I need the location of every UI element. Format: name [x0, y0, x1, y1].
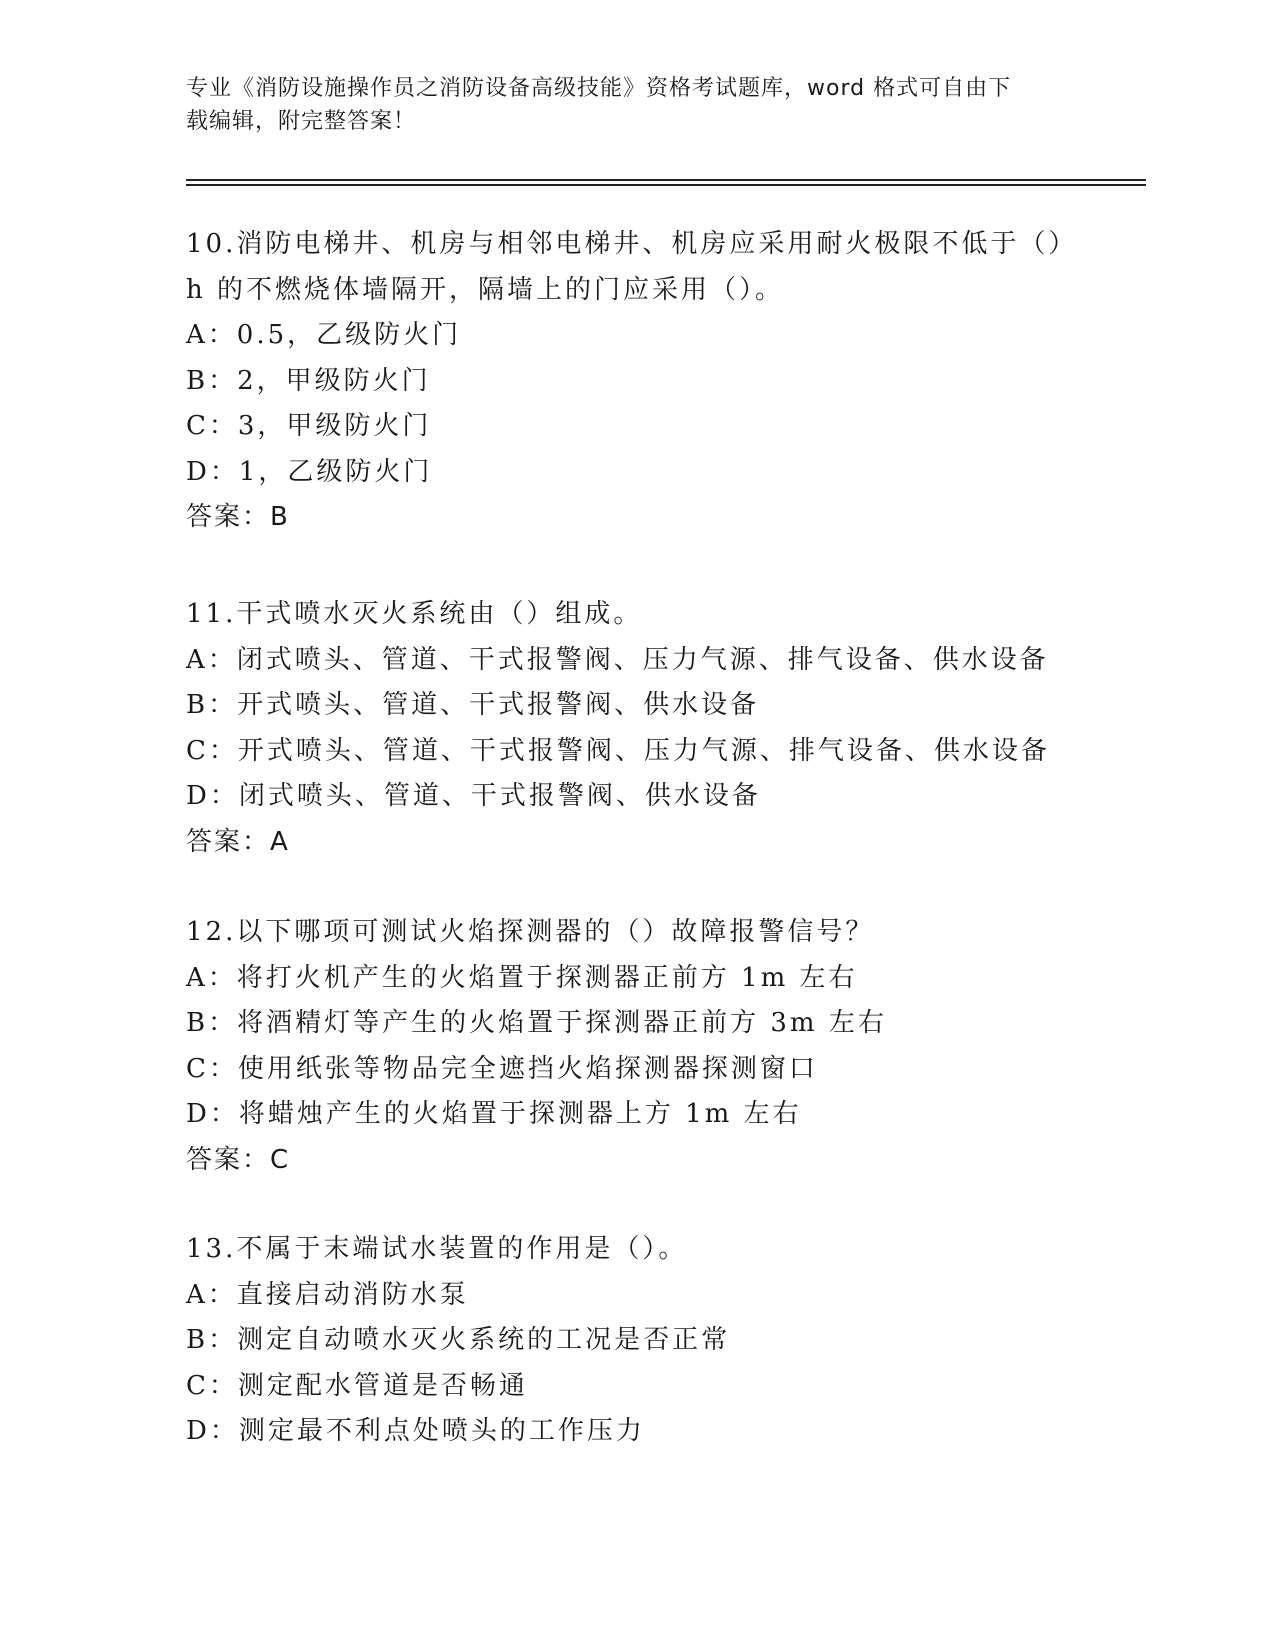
option-b: B：开式喷头、管道、干式报警阀、供水设备: [186, 690, 760, 720]
answer: 答案：C: [186, 1144, 291, 1175]
header-line-2: 载编辑，附完整答案！: [186, 109, 417, 134]
header-divider-top: [186, 179, 1146, 181]
question-12: [186, 910, 1086, 1183]
question-10: [186, 222, 1086, 541]
option-b: B：测定自动喷水灭火系统的工况是否正常: [186, 1325, 731, 1355]
header-line-1: 专业《消防设施操作员之消防设备高级技能》资格考试题库，word 格式可自由下: [186, 76, 1012, 101]
option-d: D：1，乙级防火门: [186, 456, 433, 487]
option-c: C：测定配水管道是否畅通: [186, 1370, 528, 1401]
answer: 答案：A: [186, 826, 290, 857]
option-d: D：将蜡烛产生的火焰置于探测器上方 1m 左右: [186, 1099, 802, 1129]
option-a: A：0.5，乙级防火门: [186, 320, 462, 350]
option-b: B：2，甲级防火门: [186, 365, 431, 396]
option-d: D：闭式喷头、管道、干式报警阀、供水设备: [186, 781, 761, 811]
option-d: D：测定最不利点处喷头的工作压力: [186, 1416, 645, 1446]
header-divider-bottom: [186, 184, 1146, 186]
answer: 答案：B: [186, 502, 290, 532]
question-stem: 13.不属于末端试水装置的作用是（）。: [186, 1234, 688, 1264]
question-stem: 11.干式喷水灭火系统由（）组成。: [186, 599, 643, 629]
option-c: C：3，甲级防火门: [186, 411, 432, 441]
document-header: [186, 72, 1086, 138]
question-stem: 12.以下哪项可测试火焰探测器的（）故障报警信号？: [186, 917, 875, 947]
option-c: C：使用纸张等物品完全遮挡火焰探测器探测窗口: [186, 1053, 818, 1084]
option-c: C：开式喷头、管道、干式报警阀、压力气源、排气设备、供水设备: [186, 735, 1050, 766]
question-stem-continued: h 的不燃烧体墙隔开，隔墙上的门应采用（）。: [186, 274, 785, 305]
question-13: [186, 1227, 1086, 1455]
question-11: [186, 592, 1086, 865]
question-stem: 10.消防电梯井、机房与相邻电梯井、机房应采用耐火极限不低于（）: [186, 229, 1078, 259]
option-b: B：将酒精灯等产生的火焰置于探测器正前方 3m 左右: [186, 1008, 887, 1038]
option-a: A：将打火机产生的火焰置于探测器正前方 1m 左右: [186, 962, 858, 993]
option-a: A：直接启动消防水泵: [186, 1279, 469, 1310]
option-a: A：闭式喷头、管道、干式报警阀、压力气源、排气设备、供水设备: [186, 644, 1049, 675]
